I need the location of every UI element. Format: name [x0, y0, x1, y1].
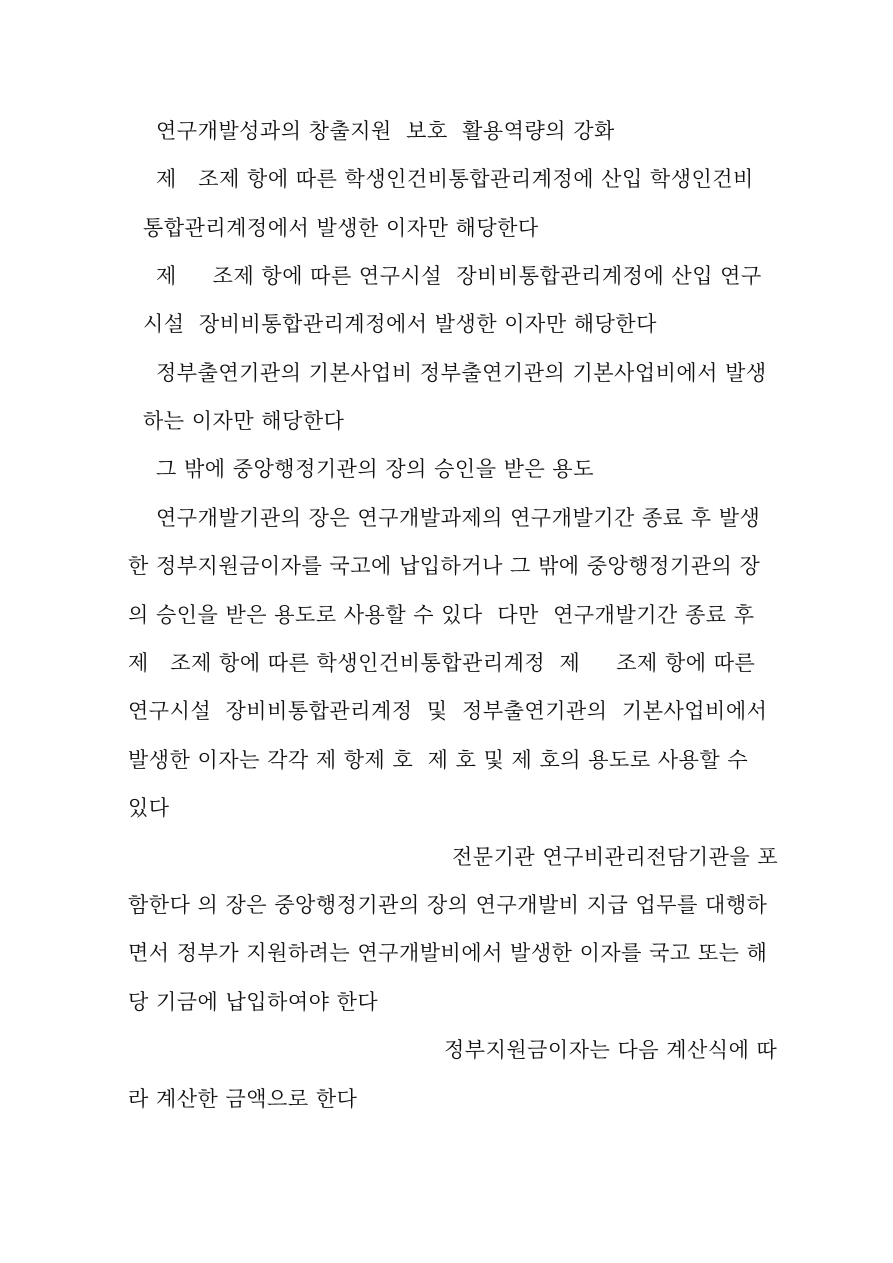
list-item-continuation: 통합관리계정에서 발생한 이자만 해당한다: [143, 216, 539, 240]
paragraph-line: 라 계산한 금액으로 한다: [128, 1087, 358, 1111]
list-item-continuation: 하는 이자만 해당한다: [143, 409, 345, 433]
paragraph-line: 제 조제 항에 따른 학생인건비통합관리계정 제 조제 항에 따른: [128, 651, 756, 675]
list-item: 정부출연기관의 기본사업비 정부출연기관의 기본사업비에서 발생: [156, 361, 767, 385]
list-item: 제 조제 항에 따른 학생인건비통합관리계정에 산입 학생인건비: [156, 167, 754, 191]
paragraph-line: 있다: [128, 796, 170, 820]
paragraph-line: 의 승인을 받은 용도로 사용할 수 있다 다만 연구개발기간 종료 후: [128, 603, 755, 627]
paragraph-line: 전문기관 연구비관리전담기관을 포: [452, 845, 779, 869]
paragraph-line: 함한다 의 장은 중앙행정기관의 장의 연구개발비 지급 업무를 대행하: [128, 893, 768, 917]
paragraph-line: 당 기금에 납입하여야 한다: [128, 990, 379, 1014]
paragraph-line: 면서 정부가 지원하려는 연구개발비에서 발생한 이자를 국고 또는 해: [128, 941, 768, 965]
list-item: 연구개발성과의 창출지원 보호 활용역량의 강화: [156, 119, 615, 143]
paragraph-line: 한 정부지원금이자를 국고에 납입하거나 그 밖에 중앙행정기관의 장: [128, 554, 761, 578]
paragraph-line: 연구시설 장비비통합관리계정 및 정부출연기관의 기본사업비에서: [128, 699, 768, 723]
list-item-continuation: 시설 장비비통합관리계정에서 발생한 이자만 해당한다: [143, 312, 657, 336]
paragraph-line: 발생한 이자는 각각 제 항제 호 제 호 및 제 호의 용도로 사용할 수: [128, 748, 749, 772]
paragraph-line: 정부지원금이자는 다음 계산식에 따: [444, 1038, 778, 1062]
list-item: 제 조제 항에 따른 연구시설 장비비통합관리계정에 산입 연구: [156, 264, 762, 288]
list-item: 그 밖에 중앙행정기관의 장의 승인을 받은 용도: [156, 457, 594, 481]
paragraph-line: 연구개발기관의 장은 연구개발과제의 연구개발기간 종료 후 발생: [156, 506, 761, 530]
